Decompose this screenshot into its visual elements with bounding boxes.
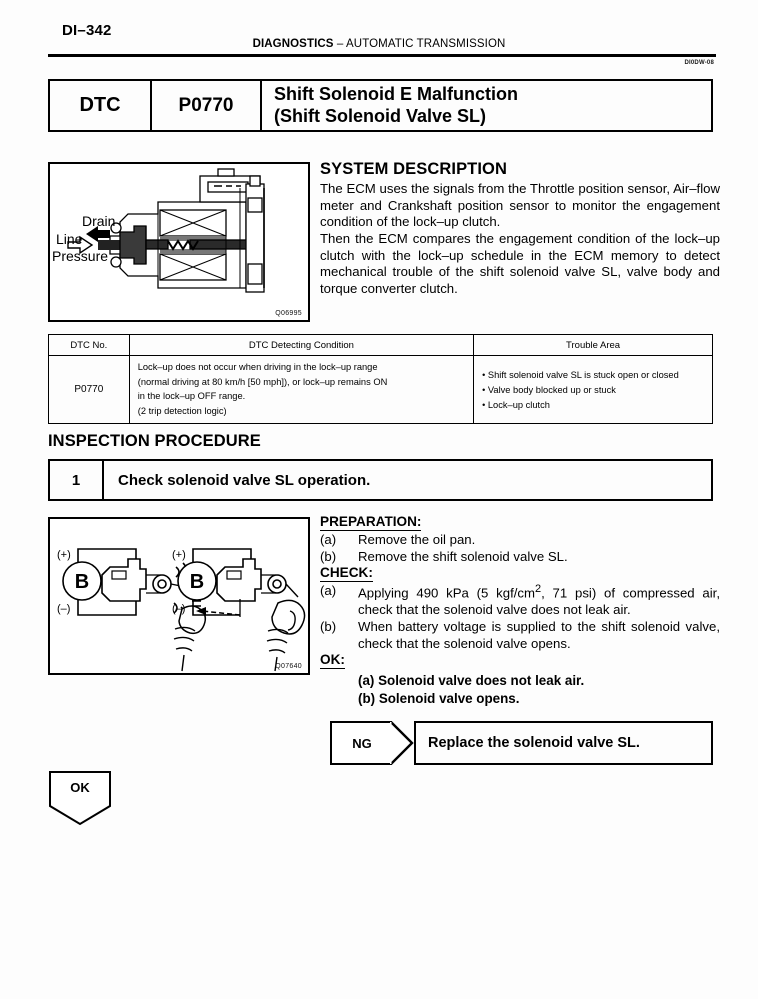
check-a-pre: Applying 490 kPa (5 kgf/cm [358, 585, 535, 601]
bullet-icon: • [482, 385, 486, 396]
battery-letter-right: B [189, 571, 205, 593]
item-text: Remove the shift solenoid valve SL. [358, 548, 568, 564]
dtc-title-text [262, 81, 711, 130]
item-marker: (a) [320, 531, 337, 547]
condition-line: (2 trip detection logic) [137, 406, 227, 417]
condition-line: (normal driving at 80 km/h [50 mph]), or lock–up remains ON [137, 376, 388, 387]
header-section-name: DIAGNOSTICS [252, 38, 334, 50]
ok-criteria-item: (b) Solenoid valve opens. [358, 690, 520, 706]
ok-pentagon-icon [48, 770, 112, 826]
battery-minus-left: (–) [57, 603, 71, 615]
item-text [358, 583, 720, 619]
preparation-item [320, 549, 720, 566]
cell-detecting-condition [129, 356, 473, 424]
running-header [0, 38, 758, 50]
check-heading: CHECK: [320, 565, 373, 581]
header-rule [48, 54, 716, 57]
ok-badge-label: OK [70, 780, 90, 795]
condition-line: in the lock–up OFF range. [137, 391, 246, 402]
check-item-a [320, 583, 720, 619]
table-row [49, 356, 713, 424]
ok-badge [48, 770, 112, 826]
column-header-condition: DTC Detecting Condition [129, 335, 473, 356]
inspection-procedure-heading: INSPECTION PROCEDURE [48, 432, 261, 450]
ok-criteria-item: (a) Solenoid valve does not leak air. [358, 673, 585, 689]
ng-tag: NG [330, 721, 392, 765]
dtc-detection-table [48, 334, 713, 424]
cell-trouble-area [474, 356, 713, 424]
ng-result-box: Replace the solenoid valve SL. [414, 721, 713, 765]
trouble-item-text: Lock–up clutch [487, 400, 550, 411]
system-description-block [320, 160, 720, 297]
trouble-item-text: Valve body blocked up or stuck [487, 385, 616, 396]
solenoid-valve-diagram [50, 164, 308, 320]
item-text: When battery voltage is supplied to the shift solenoid valve, check that the solenoid valve opens. [358, 619, 720, 651]
drain-label: Drain [82, 213, 116, 229]
item-marker: (b) [320, 619, 337, 635]
step-title: Check solenoid valve SL operation. [118, 471, 371, 489]
trouble-item [482, 383, 706, 398]
figure-solenoid-check [48, 517, 310, 675]
dtc-title-box [48, 79, 713, 132]
check-item-b [320, 619, 720, 652]
page-number: DI–342 [62, 22, 112, 39]
column-header-trouble-area: Trouble Area [474, 335, 713, 356]
figure-solenoid-cross-section [48, 162, 310, 322]
ok-heading: OK: [320, 652, 345, 668]
cell-dtc-no: P0770 [49, 356, 130, 424]
item-text: Remove the oil pan. [358, 531, 476, 547]
bullet-icon: • [482, 370, 486, 381]
inspection-step-box [48, 459, 713, 501]
system-description-paragraph-1: The ECM uses the signals from the Throttle position sensor, Air–flow meter and Crankshaft position sensor to monitor the engagement condition of the lock–up clutch. [320, 181, 720, 230]
header-subsection-name: AUTOMATIC TRANSMISSION [346, 38, 506, 50]
battery-letter-left: B [74, 571, 90, 593]
preparation-heading: PREPARATION: [320, 514, 422, 529]
battery-plus-right: (+) [172, 549, 186, 561]
system-description-heading: SYSTEM DESCRIPTION [320, 160, 507, 178]
dtc-code: P0770 [152, 81, 262, 130]
header-dash: – [336, 38, 344, 50]
column-header-dtc-no: DTC No. [49, 335, 130, 356]
battery-minus-right: (–) [172, 603, 186, 615]
figure-code-solenoid: Q06995 [275, 310, 302, 317]
item-marker: (b) [320, 548, 337, 564]
ng-branch-row [330, 721, 713, 765]
dtc-title-line-1: Shift Solenoid E Malfunction [274, 83, 518, 104]
system-description-paragraph-2: Then the ECM compares the engagement condition of the lock–up clutch with the lock–up schedule in the ECM memory to detect mechanical trouble of the shift solenoid valve SL, valve body and torque converter clutch. [320, 230, 720, 296]
solenoid-check-diagram [50, 519, 308, 673]
step-number: 1 [50, 461, 104, 499]
pressure-label: Pressure [52, 248, 109, 264]
line-label: Line [56, 231, 83, 247]
document-code: DI0DW-08 [684, 60, 714, 66]
condition-line: Lock–up does not occur when driving in the lock–up range [137, 362, 378, 372]
check-a-superscript: 2 [534, 583, 542, 596]
ok-criteria-list [320, 672, 720, 707]
procedure-block [320, 514, 720, 707]
bullet-icon: • [482, 400, 486, 411]
trouble-item [482, 398, 706, 413]
item-marker: (a) [320, 583, 337, 599]
figure-code-check: Q07640 [275, 663, 302, 670]
table-header-row [49, 335, 713, 356]
battery-plus-left: (+) [57, 549, 71, 561]
ng-arrow-icon [390, 721, 414, 765]
trouble-item-text: Shift solenoid valve SL is stuck open or closed [487, 370, 679, 381]
dtc-label: DTC [50, 81, 152, 130]
dtc-title-line-2: (Shift Solenoid Valve SL) [274, 105, 487, 126]
preparation-item [320, 532, 720, 549]
check-a-post: , 71 psi) of compressed air, check that the solenoid valve does not leak air. [358, 585, 720, 618]
trouble-item [482, 368, 706, 383]
